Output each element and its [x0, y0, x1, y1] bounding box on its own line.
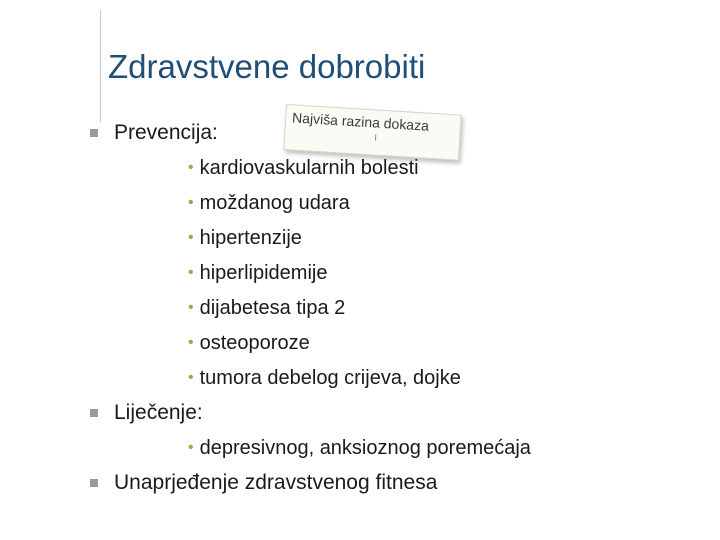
list-item-label: Prevencija:: [114, 121, 218, 144]
list-subitem-text: hipertenzije: [199, 227, 302, 249]
slide-title: Zdravstvene dobrobiti: [108, 48, 426, 85]
square-bullet-icon: [90, 479, 98, 487]
dot-bullet-icon: •: [188, 194, 194, 211]
list-subitem-text: osteoporoze: [199, 332, 310, 354]
dot-bullet-icon: •: [188, 299, 194, 316]
list-subitem-text: tumora debelog crijeva, dojke: [199, 367, 461, 389]
list-item-label: Unaprjeđenje zdravstvenog fitnesa: [114, 471, 438, 494]
sticky-note: [283, 104, 461, 161]
square-bullet-icon: [90, 409, 98, 417]
dot-bullet-icon: •: [188, 369, 194, 386]
list-subitem-text: dijabetesa tipa 2: [199, 297, 346, 319]
square-bullet-icon: [90, 129, 98, 137]
list-item-label: Liječenje:: [114, 401, 203, 424]
list-subitem-text: moždanog udara: [199, 192, 350, 214]
list-subitem-text: hiperlipidemije: [199, 262, 328, 284]
list-subitem-text: kardiovaskularnih bolesti: [199, 157, 419, 179]
title-frame-line: [100, 10, 101, 122]
sticky-note-mark: [375, 135, 376, 141]
dot-bullet-icon: •: [188, 334, 194, 351]
list-subitem-text: depresivnog, anksioznog poremećaja: [199, 437, 531, 459]
dot-bullet-icon: •: [188, 229, 194, 246]
dot-bullet-icon: •: [188, 439, 194, 456]
dot-bullet-icon: •: [188, 264, 194, 281]
dot-bullet-icon: •: [188, 159, 194, 176]
sticky-note-text: Najviša razina dokaza: [291, 109, 430, 134]
